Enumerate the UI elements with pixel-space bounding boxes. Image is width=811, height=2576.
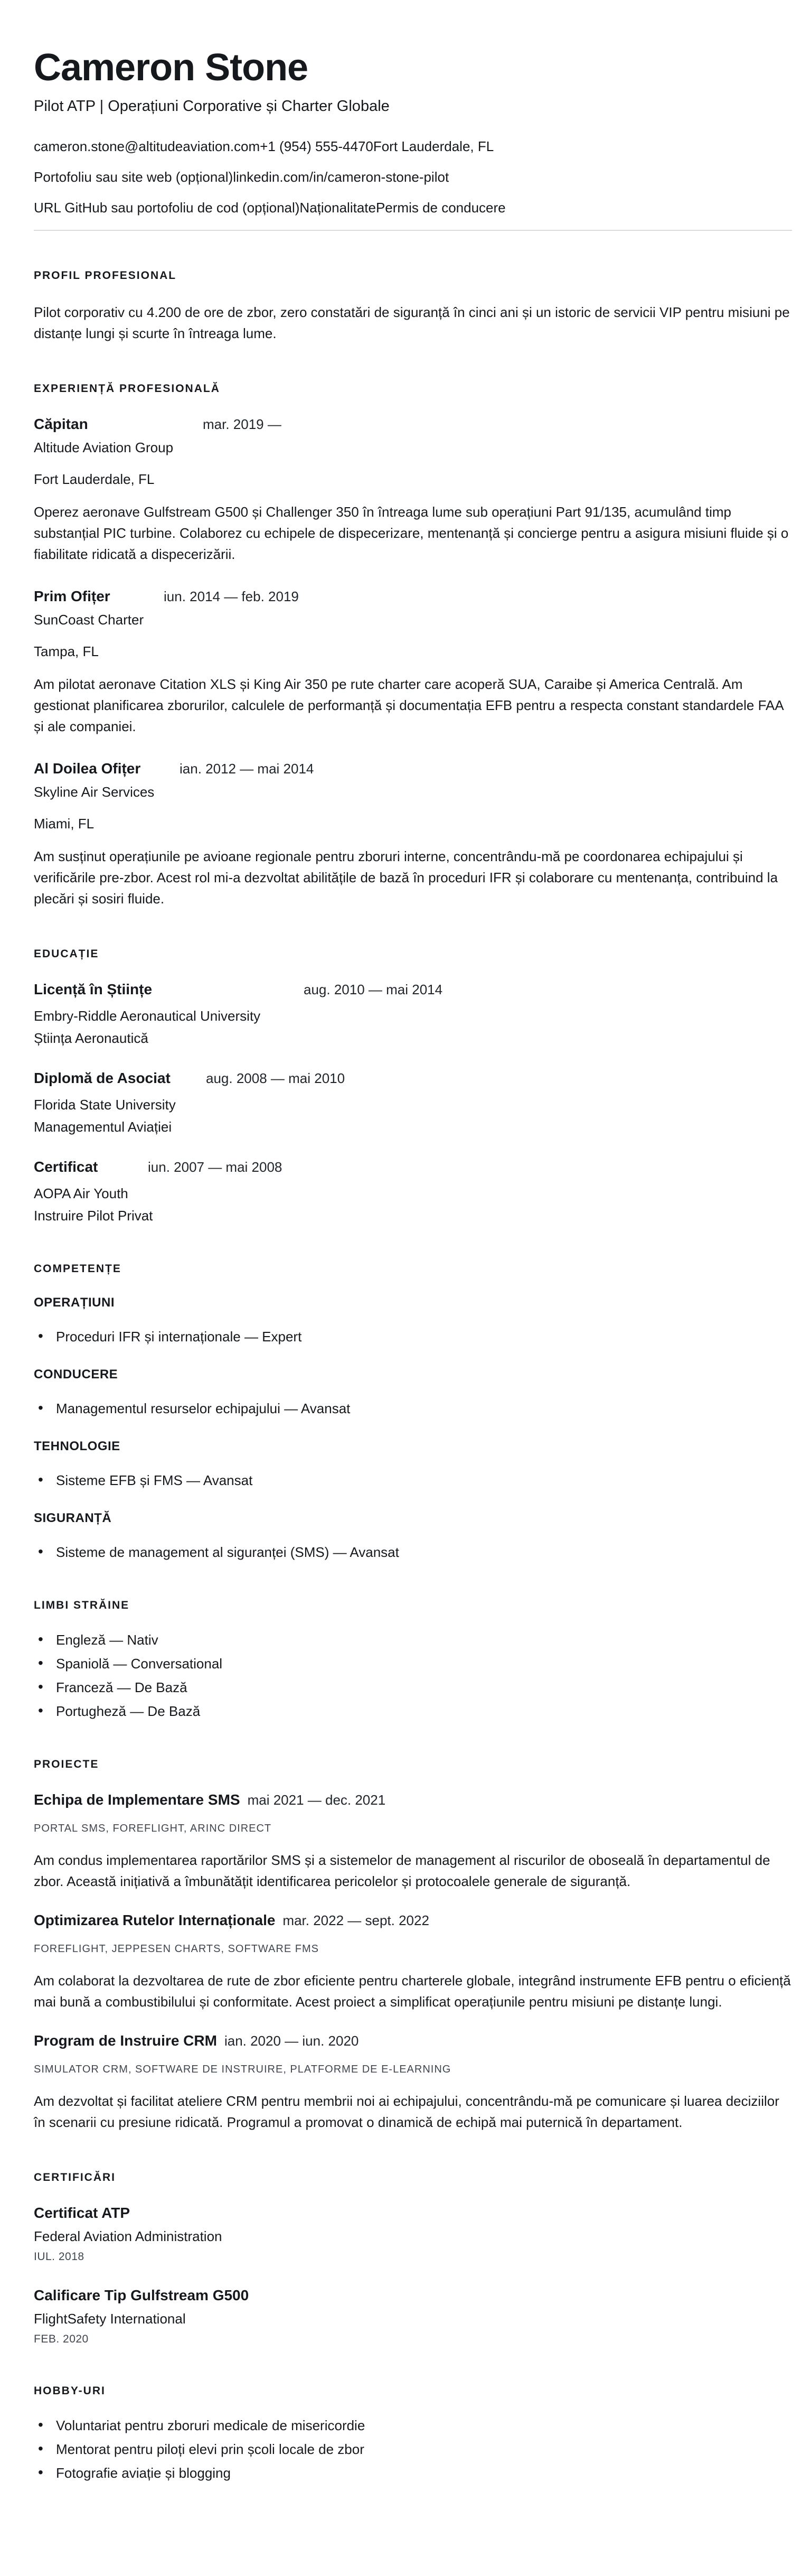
section-heading-certifications: CERTIFICĂRI xyxy=(34,2171,116,2183)
project-title: Optimizarea Rutelor Internaționale xyxy=(34,1912,276,1928)
language-item: • Engleză — Nativ xyxy=(34,1631,792,1648)
project-dates: mai 2021 — dec. 2021 xyxy=(247,1792,386,1808)
certification-entry xyxy=(34,2286,792,2346)
section-education xyxy=(34,947,792,1224)
skill-item: • Sisteme de management al siguranței (SMS) — Avansat xyxy=(34,1544,792,1561)
skill-group xyxy=(34,1367,792,1417)
job-location: Fort Lauderdale, FL xyxy=(34,471,155,487)
certification-date: FEB. 2020 xyxy=(34,2333,89,2345)
section-heading-skills: COMPETENȚE xyxy=(34,1263,121,1275)
education-title-row xyxy=(34,1158,792,1177)
job-title: Căpitan xyxy=(34,416,88,432)
section-skills xyxy=(34,1262,792,1561)
language-item: • Portugheză — De Bază xyxy=(34,1703,792,1720)
skill-list xyxy=(34,1400,792,1417)
job-company: Altitude Aviation Group xyxy=(34,440,174,455)
certification-issuer: Federal Aviation Administration xyxy=(34,2228,222,2244)
resume-header xyxy=(34,46,792,231)
skill-group xyxy=(34,1295,792,1345)
degree-name: Licență în Științe xyxy=(34,981,153,997)
job-description: Am pilotat aeronave Citation XLS și King Air 350 pe rute charter care acoperă SUA, Caraibe și America Centrală. Am gestionat planificarea zborurilor, calculele de performanță și documentația EFB pentru a respecta constant standardele FAA și ale companiei. xyxy=(34,676,784,734)
section-profile xyxy=(34,269,792,344)
education-title-row xyxy=(34,980,792,999)
school-name: AOPA Air Youth xyxy=(34,1186,128,1201)
education-entry xyxy=(34,1069,792,1135)
skill-group xyxy=(34,1510,792,1561)
contact-line-email-phone-location: cameron.stone@altitudeaviation.com+1 (954) 555-4470Fort Lauderdale, FL xyxy=(34,138,494,154)
project-title: Echipa de Implementare SMS xyxy=(34,1791,240,1808)
education-dates: iun. 2007 — mai 2008 xyxy=(148,1159,282,1175)
language-list xyxy=(34,1631,792,1720)
field-of-study: Instruire Pilot Privat xyxy=(34,1208,153,1224)
experience-title-row xyxy=(34,415,792,434)
field-of-study: Managementul Aviației xyxy=(34,1119,172,1135)
field-of-study: Știința Aeronautică xyxy=(34,1030,148,1046)
job-location: Tampa, FL xyxy=(34,643,99,659)
skill-list xyxy=(34,1328,792,1345)
skill-category: SIGURANȚĂ xyxy=(34,1511,112,1525)
section-hobbies xyxy=(34,2384,792,2481)
project-entry xyxy=(34,1790,792,1892)
school-name: Florida State University xyxy=(34,1097,176,1113)
education-dates: aug. 2008 — mai 2010 xyxy=(206,1070,345,1086)
degree-name: Diplomă de Asociat xyxy=(34,1070,171,1086)
job-company: SunCoast Charter xyxy=(34,612,144,628)
job-location: Miami, FL xyxy=(34,816,95,832)
education-dates: aug. 2010 — mai 2014 xyxy=(304,982,443,997)
section-projects xyxy=(34,1758,792,2133)
section-heading-profile: PROFIL PROFESIONAL xyxy=(34,269,177,282)
skill-category: CONDUCERE xyxy=(34,1367,118,1382)
section-heading-education: EDUCAȚIE xyxy=(34,948,99,960)
experience-title-row xyxy=(34,759,792,778)
project-title-row xyxy=(34,2031,792,2050)
language-item: • Spaniolă — Conversational xyxy=(34,1655,792,1672)
hobby-item: • Fotografie aviație și blogging xyxy=(34,2465,792,2481)
skill-category: TEHNOLOGIE xyxy=(34,1439,120,1453)
education-title-row xyxy=(34,1069,792,1088)
project-tech-stack: PORTAL SMS, FOREFLIGHT, ARINC DIRECT xyxy=(34,1823,272,1834)
job-company: Skyline Air Services xyxy=(34,784,155,800)
skill-item: • Sisteme EFB și FMS — Avansat xyxy=(34,1472,792,1489)
project-description: Am dezvoltat și facilitat ateliere CRM pentru membrii noi ai echipajului, concentrându-mă pe comunicare și luarea deciziilor în scenarii cu presiune ridicată. Programul a promovat o dinamică de echipă mai puternică în departament. xyxy=(34,2093,779,2130)
experience-entry xyxy=(34,415,792,565)
job-description: Operez aeronave Gulfstream G500 și Challenger 350 în întreaga lume sub operațiuni Part 91/135, acumulând timp substanțial PIC turbine. Colaborez cu echipele de dispecerizare, mentenanță și concierge pentru a asigura misiuni fluide și o fiabilitate ridicată a dispecerizării. xyxy=(34,504,789,562)
hobby-item: • Mentorat pentru piloți elevi prin școli locale de zbor xyxy=(34,2441,792,2458)
certification-date: IUL. 2018 xyxy=(34,2251,84,2263)
job-description: Am susținut operațiunile pe avioane regionale pentru zboruri interne, concentrându-mă pe coordonarea echipajului și verificările pre-zbor. Acest rol mi-a dezvoltat abilitățile de bază în proceduri IFR și colaborare cu mentenanța, contribuind la plecări și sosiri fluide. xyxy=(34,848,778,907)
project-tech-stack: SIMULATOR CRM, SOFTWARE DE INSTRUIRE, PLATFORME DE E-LEARNING xyxy=(34,2064,451,2075)
project-entry xyxy=(34,1911,792,2012)
certification-title: Calificare Tip Gulfstream G500 xyxy=(34,2287,249,2303)
certification-entry xyxy=(34,2204,792,2264)
section-heading-projects: PROIECTE xyxy=(34,1758,99,1770)
project-title-row xyxy=(34,1790,792,1809)
project-dates: mar. 2022 — sept. 2022 xyxy=(282,1912,429,1928)
hobby-list xyxy=(34,2417,792,2481)
education-entry xyxy=(34,1158,792,1224)
profile-summary: Pilot corporativ cu 4.200 de ore de zbor, zero constatări de siguranță în cinci ani și un istoric de servicii VIP pentru misiuni pe distanțe lungi și scurte în întreaga lume. xyxy=(34,304,790,341)
job-dates: ian. 2012 — mai 2014 xyxy=(180,761,314,777)
project-dates: ian. 2020 — iun. 2020 xyxy=(224,2033,359,2049)
project-title-row xyxy=(34,1911,792,1930)
school-name: Embry-Riddle Aeronautical University xyxy=(34,1008,261,1024)
project-title: Program de Instruire CRM xyxy=(34,2032,217,2049)
experience-title-row xyxy=(34,587,792,606)
section-languages xyxy=(34,1599,792,1720)
section-heading-experience: EXPERIENȚĂ PROFESIONALĂ xyxy=(34,382,220,395)
certification-issuer: FlightSafety International xyxy=(34,2311,186,2327)
contact-line-github-nationality-license: URL GitHub sau portofoliu de cod (opțional)NaționalitatePermis de conducere xyxy=(34,200,506,216)
project-tech-stack: FOREFLIGHT, JEPPESEN CHARTS, SOFTWARE FMS xyxy=(34,1943,319,1955)
job-title: Prim Ofițer xyxy=(34,588,110,604)
section-experience xyxy=(34,382,792,909)
contact-line-website-linkedin: Portofoliu sau site web (opțional)linkedin.com/in/cameron-stone-pilot xyxy=(34,169,449,185)
candidate-title: Pilot ATP | Operațiuni Corporative și Charter Globale xyxy=(34,98,390,115)
job-title: Al Doilea Ofițer xyxy=(34,760,141,777)
header-divider xyxy=(34,230,792,231)
skill-list xyxy=(34,1544,792,1561)
education-entry xyxy=(34,980,792,1047)
job-dates: iun. 2014 — feb. 2019 xyxy=(164,589,299,604)
section-certifications xyxy=(34,2171,792,2346)
section-heading-languages: LIMBI STRĂINE xyxy=(34,1599,130,1611)
section-heading-hobbies: HOBBY-URI xyxy=(34,2385,106,2397)
job-dates: mar. 2019 — xyxy=(203,416,281,432)
experience-entry xyxy=(34,759,792,909)
skill-group xyxy=(34,1439,792,1489)
project-description: Am condus implementarea raportărilor SMS și a sistemelor de management al riscurilor de oboseală în departamentul de zbor. Această inițiativă a îmbunătățit identificarea pericolelor și protocoalele generale de siguranță. xyxy=(34,1852,770,1889)
candidate-name: Cameron Stone xyxy=(34,46,308,89)
hobby-item: • Voluntariat pentru zboruri medicale de misericordie xyxy=(34,2417,792,2434)
project-description: Am colaborat la dezvoltarea de rute de zbor eficiente pentru charterele globale, integrând instrumente EFB pentru o eficiență mai bună a combustibilului și conformitate. Acest proiect a simplificat operațiunile pentru misiuni pe distanțe lungi. xyxy=(34,1973,791,2010)
certification-title: Certificat ATP xyxy=(34,2205,130,2221)
project-entry xyxy=(34,2031,792,2133)
skill-list xyxy=(34,1472,792,1489)
skill-item: • Managementul resurselor echipajului — Avansat xyxy=(34,1400,792,1417)
skill-item: • Proceduri IFR și internaționale — Expert xyxy=(34,1328,792,1345)
skill-category: OPERAȚIUNI xyxy=(34,1295,115,1310)
degree-name: Certificat xyxy=(34,1159,98,1175)
experience-entry xyxy=(34,587,792,737)
language-item: • Franceză — De Bază xyxy=(34,1679,792,1696)
